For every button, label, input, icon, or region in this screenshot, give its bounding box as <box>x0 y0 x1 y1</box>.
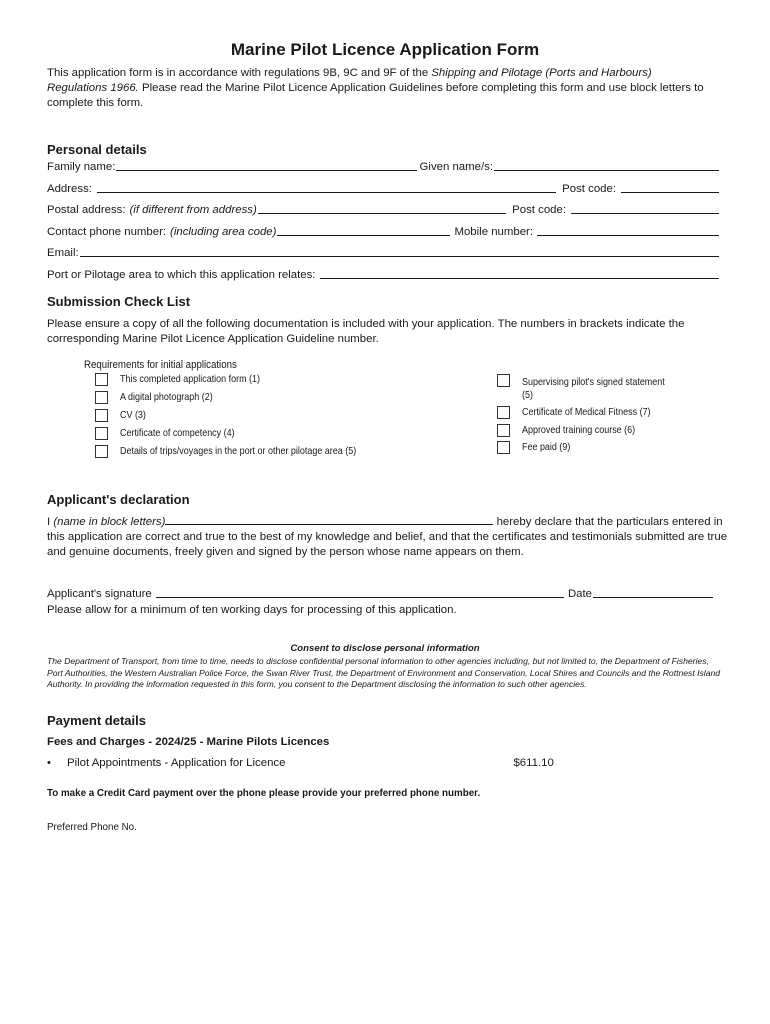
declaration-i: I <box>47 516 54 528</box>
email-field[interactable] <box>80 246 719 257</box>
consent-text: The Department of Transport, from time to time, needs to disclose confidential personal information to other agencies including, but not limited to, the Department of Fisheries, Port Authorities, the Western Australian Police Force, the Swan River Trust, the Department of Environment and Conservation, Local Shires and Councils and the Rottnest Island Authority. In providing the information requested in this form, you consent to the Department disclosing the information to such other agencies. <box>47 656 721 689</box>
declaration-name-note: (name in block letters) <box>53 516 166 528</box>
checklist-heading: Submission Check List <box>47 294 191 309</box>
family-name-field[interactable] <box>116 160 416 171</box>
checklist-item[interactable] <box>95 391 225 404</box>
signature-row <box>47 587 713 600</box>
contact-phone-label: Contact phone number: <box>47 226 167 238</box>
declarant-name-field[interactable] <box>165 514 493 525</box>
fee-label: Pilot Appointments - Application for Licence <box>67 757 286 769</box>
checkbox[interactable] <box>95 409 108 422</box>
date-label: Date <box>567 588 592 600</box>
checklist-item-label-line2: (5) <box>522 390 533 401</box>
contact-row <box>47 225 719 238</box>
checklist-item-label: Certificate of Medical Fitness (7) <box>522 407 651 418</box>
checkbox[interactable] <box>497 424 510 437</box>
postal-address-note: (if different from address) <box>129 204 257 216</box>
checklist-item[interactable] <box>497 406 668 419</box>
post-code-2-label: Post code: <box>512 204 566 216</box>
requirements-heading-text: Requirements for initial applications <box>84 359 237 371</box>
name-row <box>47 160 719 173</box>
fee-bullet: • <box>47 757 51 769</box>
declaration-text: hereby declare that the particulars entered in this application are correct and true to the best of my knowledge and belief, and that the certificates and testimonials submitted are true and genuine documents, freely given and signed by the person whose name appears on them. <box>47 516 728 558</box>
checkbox[interactable] <box>95 373 108 386</box>
checklist-item-label: This completed application form (1) <box>120 374 261 385</box>
port-area-row <box>47 268 719 281</box>
mobile-field[interactable] <box>537 225 719 236</box>
checkbox[interactable] <box>497 406 510 419</box>
checklist-item[interactable] <box>95 445 388 458</box>
checklist-item-label: A digital photograph (2) <box>120 392 213 403</box>
address-label: Address: <box>47 183 92 195</box>
signature-field[interactable] <box>156 587 564 598</box>
signature-label: Applicant's signature <box>47 588 152 600</box>
post-code-field[interactable] <box>621 182 719 193</box>
fee-amount: $611.10 <box>513 757 554 769</box>
checklist-item[interactable] <box>95 409 149 422</box>
address-row <box>47 182 719 195</box>
intro-regulation: Shipping and Pilotage (Ports and Harbours) Regulations 1966. <box>47 67 652 94</box>
checkbox[interactable] <box>95 427 108 440</box>
postal-address-field[interactable] <box>258 203 506 214</box>
checklist-item[interactable] <box>95 373 279 386</box>
declaration-heading: Applicant's declaration <box>47 492 190 507</box>
checklist-item[interactable] <box>497 441 577 454</box>
fee-row <box>47 757 554 769</box>
family-name-label: Family name: <box>47 161 116 173</box>
fees-heading: Fees and Charges - 2024/25 - Marine Pilots Licences <box>47 736 330 748</box>
checklist-item-label: Certificate of competency (4) <box>120 428 235 439</box>
processing-note: Please allow for a minimum of ten working days for processing of this application. <box>47 604 457 616</box>
checklist-item-label: CV (3) <box>120 410 146 421</box>
checkbox[interactable] <box>497 374 510 387</box>
consent-heading: Consent to disclose personal information <box>290 643 480 654</box>
email-label: Email: <box>47 247 79 259</box>
checklist-item-label: Details of trips/voyages in the port or other pilotage area (5) <box>120 446 357 457</box>
phone-row <box>47 822 707 833</box>
declaration-paragraph <box>47 514 729 560</box>
port-area-label: Port or Pilotage area to which this application relates: <box>47 269 316 281</box>
payment-heading: Payment details <box>47 713 146 728</box>
postal-address-label: Postal address: <box>47 204 126 216</box>
postal-address-row <box>47 203 719 216</box>
checklist-item[interactable] <box>497 374 684 402</box>
checklist-item-label: Approved training course (6) <box>522 425 636 436</box>
checklist-item-label <box>522 376 665 402</box>
post-code-label: Post code: <box>562 183 616 195</box>
contact-phone-field[interactable] <box>277 225 450 236</box>
given-names-label: Given name/s: <box>419 161 493 173</box>
date-field[interactable] <box>593 587 713 598</box>
given-names-field[interactable] <box>494 160 719 171</box>
checkbox[interactable] <box>497 441 510 454</box>
intro-text-end: Please read the Marine Pilot Licence Application Guidelines before completing this form and use block letters to complete this form. <box>47 82 704 109</box>
checkbox[interactable] <box>95 391 108 404</box>
checklist-intro: Please ensure a copy of all the following documentation is included with your application. The numbers in brackets indicate the corresponding Marine Pilot Licence Application Guideline number. <box>47 318 685 345</box>
post-code-2-field[interactable] <box>571 203 719 214</box>
email-row <box>47 246 719 259</box>
checklist-item[interactable] <box>497 424 651 437</box>
form-title: Marine Pilot Licence Application Form <box>230 40 540 59</box>
personal-details-heading: Personal details <box>47 142 147 157</box>
intro-text: This application form is in accordance with regulations 9B, 9C and 9F of the <box>47 67 432 79</box>
checklist-item-label-line1: Supervising pilot's signed statement <box>522 377 665 388</box>
contact-phone-note: (including area code) <box>170 226 277 238</box>
checklist-item-label: Fee paid (9) <box>522 442 571 453</box>
mobile-label: Mobile number: <box>454 226 533 238</box>
requirements-heading <box>84 359 258 371</box>
credit-card-note: To make a Credit Card payment over the phone please provide your preferred phone number. <box>47 788 481 799</box>
checkbox[interactable] <box>95 445 108 458</box>
intro-paragraph <box>47 66 707 111</box>
phone-label: Preferred Phone No. <box>47 822 137 833</box>
checklist-item[interactable] <box>95 427 250 440</box>
port-area-field[interactable] <box>320 268 719 279</box>
address-field[interactable] <box>97 182 556 193</box>
